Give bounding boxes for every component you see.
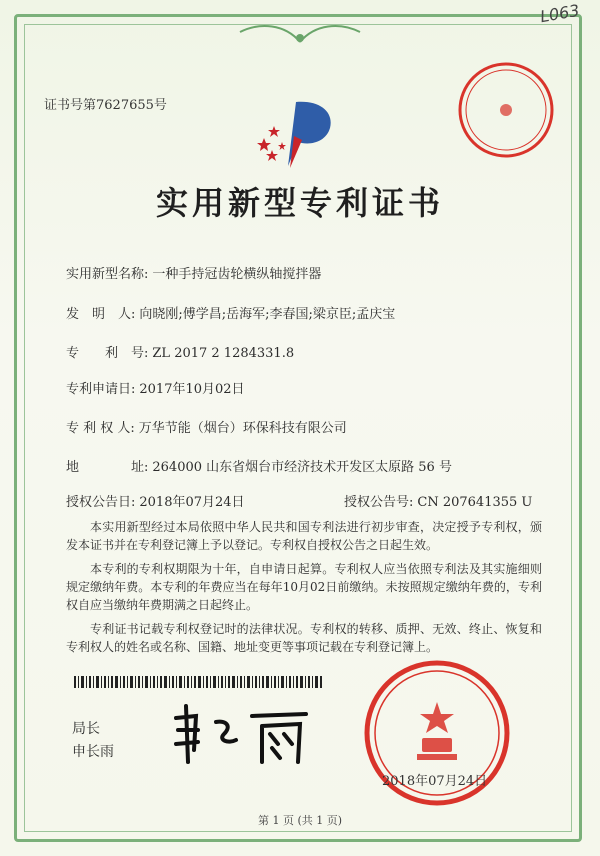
filing-date: 2017年10月02日: [139, 382, 245, 397]
inventor-names: 向晓刚;傅学昌;岳海军;李春国;梁京臣;孟庆宝: [139, 307, 396, 322]
patent-office-logo: [250, 96, 340, 176]
utility-model-name: 一种手持冠齿轮横纵轴搅拌器: [152, 267, 322, 282]
grant-number-label: 授权公告号:: [344, 495, 414, 510]
filing-date-row: [66, 378, 245, 397]
utility-model-name-label: 实用新型名称:: [66, 267, 149, 282]
barcode: [74, 676, 324, 688]
signatory-name: 申长雨: [72, 744, 114, 760]
grant-number: CN 207641355 U: [417, 495, 533, 510]
body-paragraph: 本专利的专利权期限为十年，自申请日起算。专利权人应当依照专利法及其实施细则规定缴纳年费。本专利的年费应当在每年10月02日前缴纳。未按照规定缴纳年费的，专利权自应当缴纳年费期满之日起终止。: [66, 562, 542, 612]
inventor-label: 发 明 人:: [66, 307, 136, 322]
seal-date: 2018年07月24日: [382, 774, 488, 789]
utility-model-name-row: [66, 263, 321, 282]
page-footer: 第 1 页 (共 1 页): [257, 814, 343, 827]
body-paragraph: 本实用新型经过本局依照中华人民共和国专利法进行初步审查，决定授予专利权，颁发本证书并在专利登记簿上予以登记。专利权自授权公告之日起生效。: [66, 520, 542, 552]
agency-tax-seal: [456, 60, 556, 160]
patentee-row: [66, 417, 347, 436]
patent-number: ZL 2017 2 1284331.8: [152, 346, 295, 361]
address-row: [66, 456, 452, 475]
handwritten-note: L063: [538, 0, 581, 27]
body-paragraph: 专利证书记载专利权登记时的法律状况。专利权的转移、质押、无效、终止、恢复和专利权人的姓名或名称、国籍、地址变更等事项记载在专利登记簿上。: [66, 622, 542, 654]
grant-date-label: 授权公告日:: [66, 495, 136, 510]
top-ornament: [230, 18, 370, 48]
patentee: 万华节能（烟台）环保科技有限公司: [138, 421, 347, 436]
patent-number-label: 专 利 号:: [66, 346, 149, 361]
certificate-number: 证书号第7627655号: [44, 98, 167, 113]
handwritten-signature: [166, 700, 316, 770]
patentee-label: 专 利 权 人:: [66, 421, 135, 436]
patent-number-row: [66, 342, 294, 361]
certificate-body: [66, 518, 542, 662]
filing-date-label: 专利申请日:: [66, 382, 136, 397]
inventor-row: [66, 303, 395, 322]
grant-number-row: [344, 491, 532, 510]
grant-date: 2018年07月24日: [139, 495, 245, 510]
certificate-title: 实用新型专利证书: [155, 184, 444, 222]
grant-date-row: [66, 491, 245, 510]
signatory-title: 局长: [72, 721, 100, 737]
address-label: 地 址:: [66, 460, 149, 475]
address: 264000 山东省烟台市经济技术开发区太原路 56 号: [152, 460, 452, 475]
